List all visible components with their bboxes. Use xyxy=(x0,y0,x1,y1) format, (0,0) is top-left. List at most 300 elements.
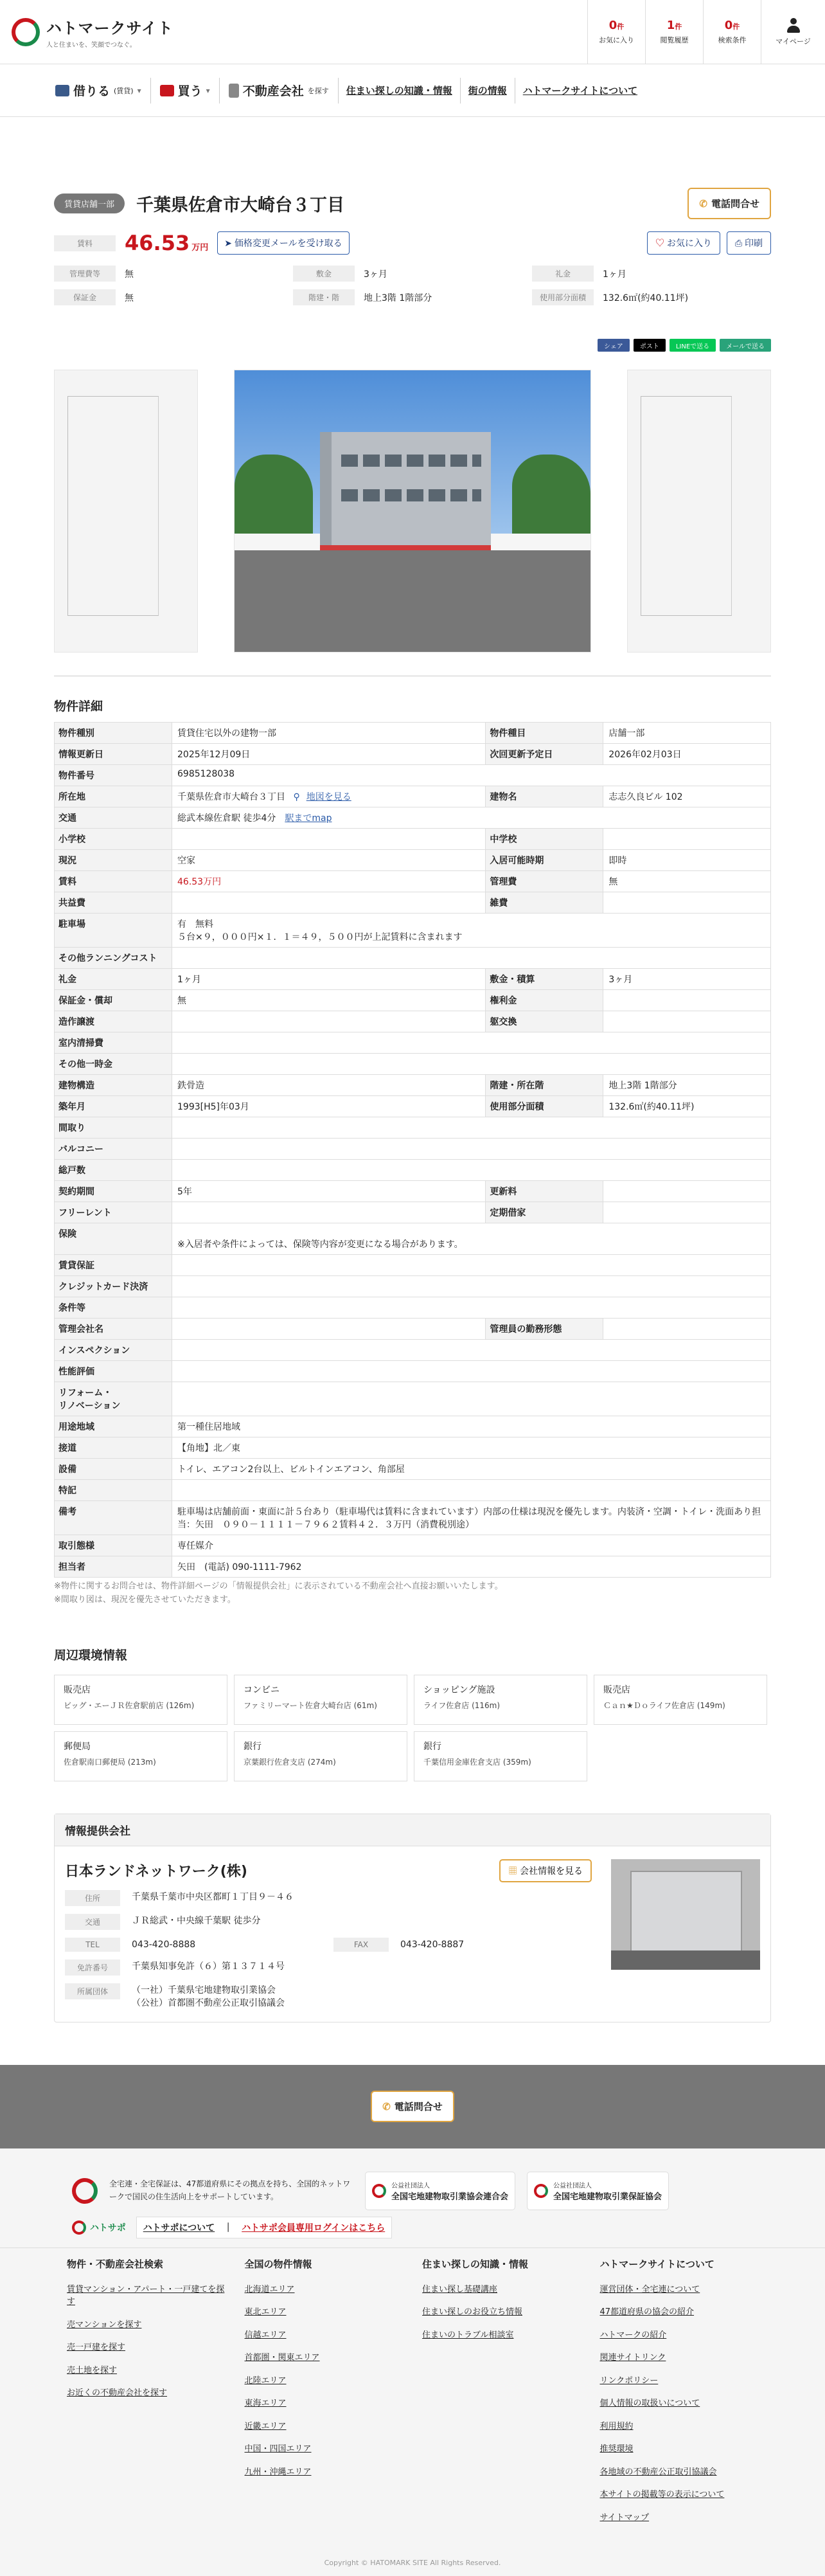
summary-key: 階建・階 xyxy=(293,289,355,305)
detail-value xyxy=(603,829,771,850)
favorite-button[interactable] xyxy=(647,231,720,255)
address-cell xyxy=(172,786,486,807)
detail-key: 所在地 xyxy=(55,786,172,807)
detail-row xyxy=(55,1032,771,1054)
footer-link[interactable]: 信越エリア xyxy=(244,2330,287,2340)
printer-icon: ⎙ xyxy=(734,238,743,248)
detail-value xyxy=(172,1480,771,1501)
detail-value xyxy=(172,807,771,829)
footer-column-heading: ハトマークサイトについて xyxy=(599,2258,714,2270)
mypage-button[interactable] xyxy=(761,0,825,64)
detail-row xyxy=(55,1223,771,1255)
nav-rent-label: 借りる xyxy=(73,84,111,98)
detail-key: 賃料 xyxy=(55,871,172,892)
favorites-count: 0 xyxy=(608,19,617,32)
environment-place: ビッグ・エーＪＲ佐倉駅前店 (126m) xyxy=(64,1700,195,1710)
assoc-2-small: 公益社団法人 xyxy=(553,2182,592,2190)
footer-link[interactable]: サイトマップ xyxy=(599,2512,650,2523)
detail-value xyxy=(603,1011,771,1032)
environment-item xyxy=(54,1731,227,1781)
mail-share-button[interactable]: メールで送る xyxy=(720,339,771,352)
detail-key: 契約期間 xyxy=(55,1181,172,1202)
detail-row xyxy=(55,1556,771,1578)
gallery-main-image[interactable] xyxy=(234,370,591,653)
building-icon xyxy=(229,84,239,98)
pin-icon: ⚲ xyxy=(290,792,300,802)
environment-category: 販売店 xyxy=(64,1684,91,1695)
detail-row xyxy=(55,1535,771,1556)
detail-value xyxy=(603,1202,771,1223)
environment-category: 販売店 xyxy=(603,1684,630,1695)
environment-category: 銀行 xyxy=(423,1741,441,1752)
facebook-share-button[interactable]: シェア xyxy=(598,339,630,352)
nav-buy-label: 買う xyxy=(177,84,202,98)
zentaku-mark-icon xyxy=(534,2184,548,2198)
detail-value: トイレ、エアコン2台以上、ビルトインエアコン、角部屋 xyxy=(172,1459,771,1480)
summary-value: 1ヶ月 xyxy=(603,269,626,280)
detail-value: 地上3階 1階部分 xyxy=(603,1075,771,1096)
bottom-phone-inquiry-button[interactable] xyxy=(371,2091,454,2122)
share-buttons xyxy=(54,339,771,352)
detail-key: 用途地域 xyxy=(55,1416,172,1437)
book-icon xyxy=(55,85,69,96)
summary-key: 礼金 xyxy=(532,266,594,282)
detail-value: ※入居者や条件によっては、保険等内容が変更になる場合があります。 xyxy=(172,1223,771,1255)
footer-link[interactable]: 首都圏・関東エリア xyxy=(244,2353,320,2363)
detail-value xyxy=(172,892,486,914)
nav-company-label: 不動産会社 xyxy=(242,84,304,98)
detail-row xyxy=(55,990,771,1011)
detail-key: 定期借家 xyxy=(486,1202,603,1223)
detail-key: 取引態様 xyxy=(55,1535,172,1556)
footer-link[interactable]: 住まい探しのお役立ち情報 xyxy=(422,2307,523,2318)
detail-key: 接道 xyxy=(55,1437,172,1459)
floorplan-thumbnail-right[interactable] xyxy=(627,370,771,653)
detail-row xyxy=(55,1480,771,1501)
detail-key: 室内清掃費 xyxy=(55,1032,172,1054)
assoc-1-name: 全国宅地建物取引業協会連合会 xyxy=(391,2192,509,2202)
detail-key: 現況 xyxy=(55,850,172,871)
detail-key: 物件種目 xyxy=(486,723,603,744)
detail-row xyxy=(55,786,771,807)
detail-key: 物件番号 xyxy=(55,765,172,786)
footer-link[interactable]: 売マンションを探す xyxy=(67,2319,142,2330)
environment-category: ショッピング施設 xyxy=(423,1684,495,1695)
history-counter[interactable] xyxy=(645,0,703,64)
footer-link[interactable]: 近畿エリア xyxy=(244,2421,287,2431)
detail-row xyxy=(55,1297,771,1319)
house-icon xyxy=(160,85,174,96)
detail-key: 更新料 xyxy=(486,1181,603,1202)
property-type-badge: 賃貸店舗一部 xyxy=(54,194,125,213)
license-key: 免許番号 xyxy=(65,1959,120,1976)
history-count: 1 xyxy=(666,19,675,32)
count-unit: 件 xyxy=(675,23,682,31)
company-info-button[interactable] xyxy=(499,1859,592,1882)
detail-value: 空家 xyxy=(172,850,486,871)
page-title: 千葉県佐倉市大崎台３丁目 xyxy=(136,195,345,215)
hatosapo-about-link[interactable]: ハトサポについて xyxy=(143,2222,215,2233)
phone-icon: ✆ xyxy=(382,2101,391,2112)
detail-value: 無 xyxy=(172,990,486,1011)
traffic-value: 総武本線佐倉駅 徒歩4分 xyxy=(177,813,276,824)
footer-link[interactable]: 各地域の不動産公正取引協議会 xyxy=(599,2467,717,2477)
provider-address: 千葉県千葉市中央区都町１丁目９－４６ xyxy=(132,1891,294,1902)
fax-key: FAX xyxy=(333,1938,389,1952)
detail-value xyxy=(603,1181,771,1202)
copyright: Copyright © HATOMARK SITE All Rights Reserved. xyxy=(324,2559,501,2568)
detail-row xyxy=(55,914,771,948)
print-label: 印刷 xyxy=(745,238,763,248)
logo-subtitle: 人と住まいを、笑顔でつなぐ。 xyxy=(46,41,136,49)
detail-value xyxy=(172,1382,771,1416)
traffic-key: 交通 xyxy=(65,1914,120,1930)
provider-office-photo xyxy=(611,1859,760,1970)
detail-row xyxy=(55,969,771,990)
provider-name: 日本ランドネットワーク(株) xyxy=(65,1864,247,1880)
count-unit: 件 xyxy=(732,23,740,31)
detail-value xyxy=(172,1117,771,1139)
footer-link[interactable]: 売土地を探す xyxy=(67,2365,118,2375)
detail-key: 設備 xyxy=(55,1459,172,1480)
detail-key: クレジットカード決済 xyxy=(55,1276,172,1297)
detail-key: 管理費 xyxy=(486,871,603,892)
summary-key: 敷金 xyxy=(293,266,355,282)
x-post-button[interactable]: ポスト xyxy=(634,339,666,352)
environment-place: 佐倉駅南口郵便局 (213m) xyxy=(64,1757,156,1767)
summary-grid xyxy=(54,266,771,305)
zentaku-logo-icon xyxy=(72,2178,98,2204)
assoc-1-small: 公益社団法人 xyxy=(391,2182,430,2190)
detail-key: 条件等 xyxy=(55,1297,172,1319)
detail-key: 保険 xyxy=(55,1223,172,1255)
footer-link[interactable]: 中国・四国エリア xyxy=(244,2444,312,2454)
detail-key: 交通 xyxy=(55,807,172,829)
detail-value xyxy=(172,1340,771,1361)
detail-value: 1ヶ月 xyxy=(172,969,486,990)
environment-category: 銀行 xyxy=(244,1741,262,1752)
detail-row xyxy=(55,1096,771,1117)
price-change-mail-button[interactable] xyxy=(217,231,349,255)
detail-row xyxy=(55,723,771,744)
footer-column-heading: 物件・不動産会社検索 xyxy=(67,2258,164,2270)
detail-value xyxy=(172,1255,771,1276)
footer-link[interactable]: リンクポリシー xyxy=(599,2375,659,2386)
footer-column xyxy=(67,2257,226,2535)
assoc-link-2[interactable] xyxy=(527,2172,669,2210)
environment-category: コンビニ xyxy=(244,1684,279,1695)
line-share-button[interactable]: LINEで送る xyxy=(670,339,716,352)
rent-tag: 賃料 xyxy=(54,235,116,251)
detail-key: 担当者 xyxy=(55,1556,172,1578)
detail-row xyxy=(55,1459,771,1480)
environment-item xyxy=(594,1675,767,1725)
detail-row xyxy=(55,1276,771,1297)
detail-value xyxy=(172,1160,771,1181)
favorite-label: お気に入り xyxy=(666,238,712,248)
footer-column-heading: 住まい探しの知識・情報 xyxy=(422,2258,529,2270)
detail-row xyxy=(55,807,771,829)
environment-grid xyxy=(54,1675,771,1781)
detail-row xyxy=(55,1501,771,1535)
favorites-label: お気に入り xyxy=(599,36,634,44)
chevron-down-icon: ▾ xyxy=(137,86,141,95)
detail-value: 店舗一部 xyxy=(603,723,771,744)
detail-key: 次回更新予定日 xyxy=(486,744,603,765)
send-icon: ➤ xyxy=(224,238,235,248)
floorplan-thumbnail-left[interactable] xyxy=(54,370,198,653)
footer-columns xyxy=(67,2257,758,2550)
provider-heading: 情報提供会社 xyxy=(55,1814,770,1846)
footer-link[interactable]: 北陸エリア xyxy=(244,2375,287,2386)
detail-value xyxy=(172,829,486,850)
detail-key: リフォーム・ リノベーション xyxy=(55,1382,172,1416)
provider-license: 千葉県知事免許（６）第１３７１４号 xyxy=(132,1961,285,1972)
detail-value: 有 無料 ５台×９，０００円×１．１＝４９，５００円が上記賃料に含まれます xyxy=(172,914,771,948)
main-nav xyxy=(0,64,825,117)
detail-value: 132.6㎡(約40.11坪) xyxy=(603,1096,771,1117)
rent-unit: 万円 xyxy=(191,243,209,253)
favorites-counter[interactable] xyxy=(587,0,645,64)
detail-row xyxy=(55,892,771,914)
detail-key: 権利金 xyxy=(486,990,603,1011)
footer-link[interactable]: 北海道エリア xyxy=(244,2284,295,2294)
detail-row xyxy=(55,1437,771,1459)
detail-value xyxy=(172,948,771,969)
station-map-link[interactable]: 駅までmap xyxy=(285,813,332,824)
detail-row xyxy=(55,1416,771,1437)
footer-link[interactable]: 利用規約 xyxy=(599,2421,634,2431)
detail-row xyxy=(55,1319,771,1340)
environment-category: 郵便局 xyxy=(64,1741,91,1752)
site-footer xyxy=(0,2148,825,2576)
provider-traffic: ＪＲ総武・中央線千葉駅 徒歩分 xyxy=(132,1915,261,1926)
footer-divider xyxy=(0,2247,825,2248)
rent-value: 46.53 xyxy=(125,231,190,255)
building-photo xyxy=(235,370,590,652)
zentaku-mark-icon xyxy=(372,2184,386,2198)
detail-value xyxy=(172,1054,771,1075)
logo-title: ハトマークサイト xyxy=(46,19,173,37)
details-table xyxy=(54,722,771,1578)
detail-value: 矢田 (電話) 090-1111-7962 xyxy=(172,1556,771,1578)
nav-link-town[interactable]: 街の情報 xyxy=(461,78,515,104)
tel-key: TEL xyxy=(65,1938,120,1952)
person-icon xyxy=(786,18,801,33)
hatosapo-links: ハトサポについて ｜ ハトサポ会員専用ログインはこちら xyxy=(136,2217,392,2238)
detail-value xyxy=(172,1276,771,1297)
details-heading: 物件詳細 xyxy=(54,699,103,714)
detail-key: 使用部分面積 xyxy=(486,1096,603,1117)
footer-link[interactable]: 売一戸建を探す xyxy=(67,2343,126,2353)
summary-key: 管理費等 xyxy=(54,266,116,282)
environment-place: ファミリーマート佐倉大崎台店 (61m) xyxy=(244,1700,377,1710)
hatosapo-logo xyxy=(72,2220,126,2235)
assoc-link-1[interactable] xyxy=(365,2172,515,2210)
history-label: 閲覧履歴 xyxy=(660,36,689,44)
hatomark-logo-icon xyxy=(12,18,40,46)
heart-icon: ♡ xyxy=(655,238,665,248)
detail-row xyxy=(55,744,771,765)
detail-key: 小学校 xyxy=(55,829,172,850)
footer-column-heading: 全国の物件情報 xyxy=(244,2258,312,2270)
environment-place: Ｃａｎ★Ｄｏライフ佐倉店 (149m) xyxy=(603,1700,725,1710)
chevron-down-icon: ▾ xyxy=(206,86,210,95)
detail-key: 建物名 xyxy=(486,786,603,807)
footer-link[interactable]: 本サイトの掲載等の表示について xyxy=(599,2490,725,2500)
detail-row xyxy=(55,948,771,969)
nav-rent[interactable] xyxy=(46,78,151,104)
environment-place: 京葉銀行佐倉支店 (274m) xyxy=(244,1757,336,1767)
footer-column xyxy=(245,2257,404,2535)
environment-place: ライフ佐倉店 (116m) xyxy=(423,1700,501,1710)
rent-price xyxy=(125,231,208,255)
detail-key: 情報更新日 xyxy=(55,744,172,765)
address-key: 住所 xyxy=(65,1890,120,1906)
detail-key: 間取り xyxy=(55,1117,172,1139)
detail-value xyxy=(172,1319,486,1340)
detail-key: 総戸数 xyxy=(55,1160,172,1181)
hatosapo-login-link[interactable]: ハトサポ会員専用ログインはこちら xyxy=(242,2222,386,2233)
detail-key: 特記 xyxy=(55,1480,172,1501)
detail-key: 性能評価 xyxy=(55,1361,172,1382)
detail-value: 第一種住居地域 xyxy=(172,1416,771,1437)
nav-link-about[interactable]: ハトマークサイトについて xyxy=(522,85,638,96)
provider-tel: 043-420-8888 xyxy=(132,1939,196,1950)
detail-value: 2025年12月09日 xyxy=(172,744,486,765)
detail-value: 6985128038 xyxy=(172,765,771,786)
address-value: 千葉県佐倉市大崎台３丁目 xyxy=(177,792,285,802)
detail-key: バルコニー xyxy=(55,1139,172,1160)
provider-section xyxy=(54,1814,771,2022)
footer-link[interactable]: お近くの不動産会社を探す xyxy=(67,2388,168,2399)
environment-item xyxy=(414,1731,587,1781)
footer-link[interactable]: 東北エリア xyxy=(244,2307,287,2318)
footer-link[interactable]: 賃貸マンション・アパート・一戸建てを探す xyxy=(67,2284,225,2307)
provider-fax: 043-420-8887 xyxy=(400,1939,465,1950)
bottom-phone-label: 電話問合せ xyxy=(394,2102,443,2113)
nav-link-knowledge[interactable]: 住まい探しの知識・情報 xyxy=(339,78,461,104)
detail-value: 鉄骨造 xyxy=(172,1075,486,1096)
price-row xyxy=(54,231,771,255)
nav-company[interactable] xyxy=(220,78,339,104)
detail-key: 中学校 xyxy=(486,829,603,850)
detail-key: フリーレント xyxy=(55,1202,172,1223)
detail-value xyxy=(172,1202,486,1223)
summary-value: 132.6㎡(約40.11坪) xyxy=(603,293,689,303)
detail-row xyxy=(55,829,771,850)
count-unit: 件 xyxy=(617,23,625,31)
map-link[interactable]: 地図を見る xyxy=(306,792,351,802)
footer-link[interactable]: 九州・沖縄エリア xyxy=(244,2467,312,2477)
footer-link[interactable]: 推奨環境 xyxy=(599,2444,634,2454)
footer-link[interactable]: 東海エリア xyxy=(244,2399,287,2409)
environment-item xyxy=(414,1675,587,1725)
detail-key: 賃貸保証 xyxy=(55,1255,172,1276)
organization-key: 所属団体 xyxy=(65,1983,120,1999)
detail-value: 即時 xyxy=(603,850,771,871)
price-change-mail-label: 価格変更メールを受け取る xyxy=(234,238,342,248)
detail-row xyxy=(55,1202,771,1223)
phone-icon: ✆ xyxy=(699,198,707,210)
conditions-count: 0 xyxy=(724,19,733,32)
footer-link[interactable]: 運営団体・全宅連について xyxy=(599,2284,700,2294)
detail-row xyxy=(55,1117,771,1139)
detail-key: 駐車場 xyxy=(55,914,172,948)
environment-item xyxy=(234,1675,407,1725)
detail-key: インスペクション xyxy=(55,1340,172,1361)
photo-gallery xyxy=(54,370,771,658)
footer-link[interactable]: 関連サイトリンク xyxy=(599,2353,666,2363)
detail-value xyxy=(603,1319,771,1340)
detail-key: 築年月 xyxy=(55,1096,172,1117)
title-row xyxy=(54,188,771,219)
detail-row xyxy=(55,1181,771,1202)
detail-row xyxy=(55,1382,771,1416)
hatosapo-mark-icon xyxy=(72,2220,86,2235)
detail-key: 建物構造 xyxy=(55,1075,172,1096)
detail-value: 5年 xyxy=(172,1181,486,1202)
assoc-2-name: 全国宅地建物取引業保証協会 xyxy=(553,2192,662,2202)
nav-buy[interactable] xyxy=(151,78,220,104)
hatosapo-text: ハトサポ xyxy=(90,2222,126,2233)
phone-inquiry-button[interactable] xyxy=(688,188,771,219)
footer-link[interactable]: 住まいのトラブル相談室 xyxy=(422,2330,514,2340)
inquiry-note: ※物件に関するお問合せは、物件詳細ページの「情報提供会社」に表示されている不動産会社へ直接お願いいたします。 xyxy=(54,1581,503,1591)
main-content xyxy=(54,188,771,2022)
provider-org-2: （公社）首都圏不動産公正取引協議会 xyxy=(132,1997,285,2008)
detail-value: 1993[H5]年03月 xyxy=(172,1096,486,1117)
environment-heading: 周辺環境情報 xyxy=(54,1648,128,1662)
detail-value xyxy=(603,990,771,1011)
detail-row xyxy=(55,1255,771,1276)
detail-row xyxy=(55,1011,771,1032)
detail-key: 造作譲渡 xyxy=(55,1011,172,1032)
summary-value: 無 xyxy=(125,293,134,303)
search-conditions-counter[interactable] xyxy=(703,0,761,64)
footer-description: 全宅連・全宅保証は、47都道府県にその拠点を持ち、全国的ネットワークで国民の住生活向上をサポートしています。 xyxy=(109,2179,351,2201)
summary-value: 地上3階 1階部分 xyxy=(364,293,432,303)
detail-row xyxy=(55,1361,771,1382)
site-header xyxy=(0,0,825,64)
detail-value: 志志久良ビル 102 xyxy=(603,786,771,807)
detail-value xyxy=(172,1032,771,1054)
header-stats xyxy=(587,0,825,64)
detail-row xyxy=(55,1139,771,1160)
detail-value: 3ヶ月 xyxy=(603,969,771,990)
detail-value xyxy=(172,1361,771,1382)
environment-item xyxy=(54,1675,227,1725)
provider-org-1: （一社）千葉県宅地建物取引業協会 xyxy=(132,1985,276,1995)
bottom-call-bar xyxy=(0,2065,825,2148)
detail-row xyxy=(55,871,771,892)
footer-link[interactable]: 個人情報の取扱いについて xyxy=(599,2399,700,2409)
footer-link[interactable]: 住まい探し基礎講座 xyxy=(422,2284,498,2294)
detail-value xyxy=(172,1011,486,1032)
nav-company-sub: を探す xyxy=(307,86,329,95)
footer-link[interactable]: ハトマークの紹介 xyxy=(599,2330,667,2340)
summary-value: 3ヶ月 xyxy=(364,269,387,280)
footer-link[interactable]: 47都道府県の協会の紹介 xyxy=(599,2307,695,2318)
detail-value: 【角地】北／東 xyxy=(172,1437,771,1459)
print-button[interactable] xyxy=(727,231,771,255)
detail-key: 雑費 xyxy=(486,892,603,914)
site-logo[interactable] xyxy=(12,15,173,49)
detail-value xyxy=(603,892,771,914)
detail-key: 備考 xyxy=(55,1501,172,1535)
detail-key: 入居可能時期 xyxy=(486,850,603,871)
environment-place: 千葉信用金庫佐倉支店 (359m) xyxy=(423,1757,531,1767)
